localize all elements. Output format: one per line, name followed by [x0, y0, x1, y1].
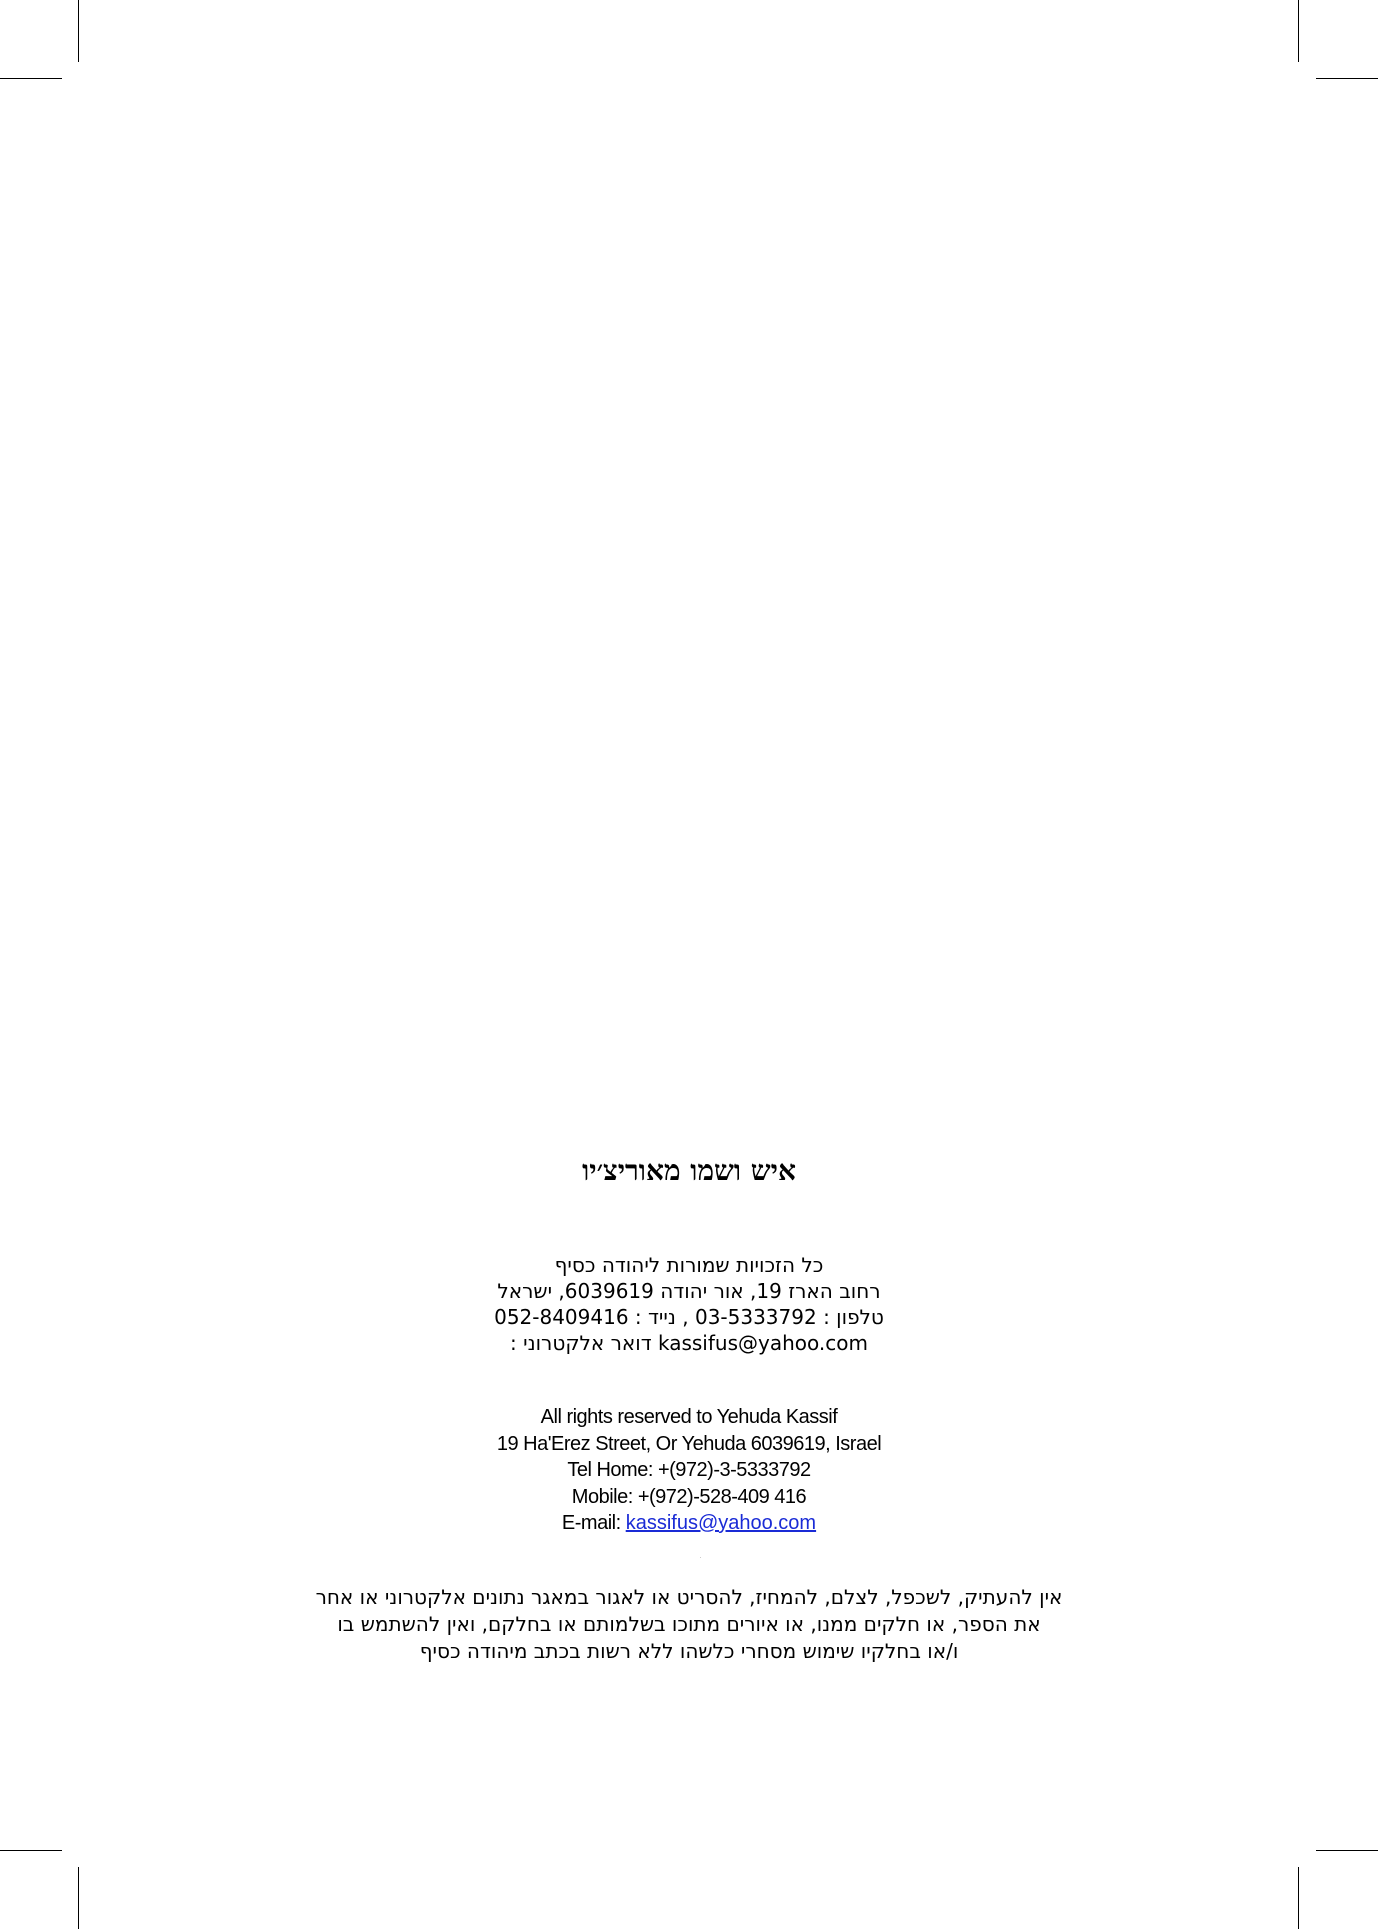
english-mobile-line: Mobile: +(972)-528-409 416: [571, 1485, 807, 1508]
hebrew-address-line: רחוב הארז 19, אור יהודה 6039619, ישראל: [497, 1279, 881, 1303]
crop-mark-top-left-horizontal: [0, 78, 62, 79]
hebrew-phone-line: טלפון : 03-5333792 , נייד : 052-8409416: [494, 1305, 884, 1329]
hebrew-copyright-line: כל הזכויות שמורות ליהודה כסיף: [554, 1253, 824, 1277]
legal-notice: [0, 1584, 1378, 1665]
speck-dot: [700, 1557, 701, 1558]
english-copyright-line: All rights reserved to Yehuda Kassif: [540, 1406, 838, 1428]
notice-line: אין להעתיק, לשכפל, לצלם, להמחיז, להסריט או לאגור במאגר נתונים אלקטרוני או אחר: [315, 1585, 1063, 1609]
crop-mark-top-right-vertical: [1298, 0, 1299, 62]
english-email-line: [0, 1510, 1378, 1537]
crop-mark-bottom-left-vertical: [78, 1867, 79, 1929]
crop-mark-top-left-vertical: [78, 0, 79, 62]
book-title: איש ושמו מאוריצ׳יו: [582, 1154, 796, 1187]
crop-mark-top-right-horizontal: [1316, 78, 1378, 79]
notice-line: ו/או בחלקיו שימוש מסחרי כלשהו ללא רשות בכתב מיהודה כסיף: [419, 1639, 959, 1663]
crop-mark-bottom-right-vertical: [1298, 1867, 1299, 1929]
hebrew-copyright-block: [0, 1252, 1378, 1356]
notice-line: את הספר, או חלקים ממנו, או איורים מתוכו בשלמותם או בחלקם, ואין להשתמש בו: [337, 1612, 1041, 1636]
email-label: E-mail:: [561, 1512, 626, 1534]
crop-mark-bottom-right-horizontal: [1316, 1850, 1378, 1851]
email-link[interactable]: kassifus@yahoo.com: [625, 1512, 817, 1534]
english-tel-line: Tel Home: +(972)-3-5333792: [567, 1459, 811, 1481]
english-address-line: 19 Ha'Erez Street, Or Yehuda 6039619, Israel: [496, 1432, 882, 1455]
hebrew-email-line: kassifus@yahoo.com דואר אלקטרוני :: [510, 1331, 868, 1355]
english-copyright-block: [0, 1404, 1378, 1537]
crop-mark-bottom-left-horizontal: [0, 1850, 62, 1851]
